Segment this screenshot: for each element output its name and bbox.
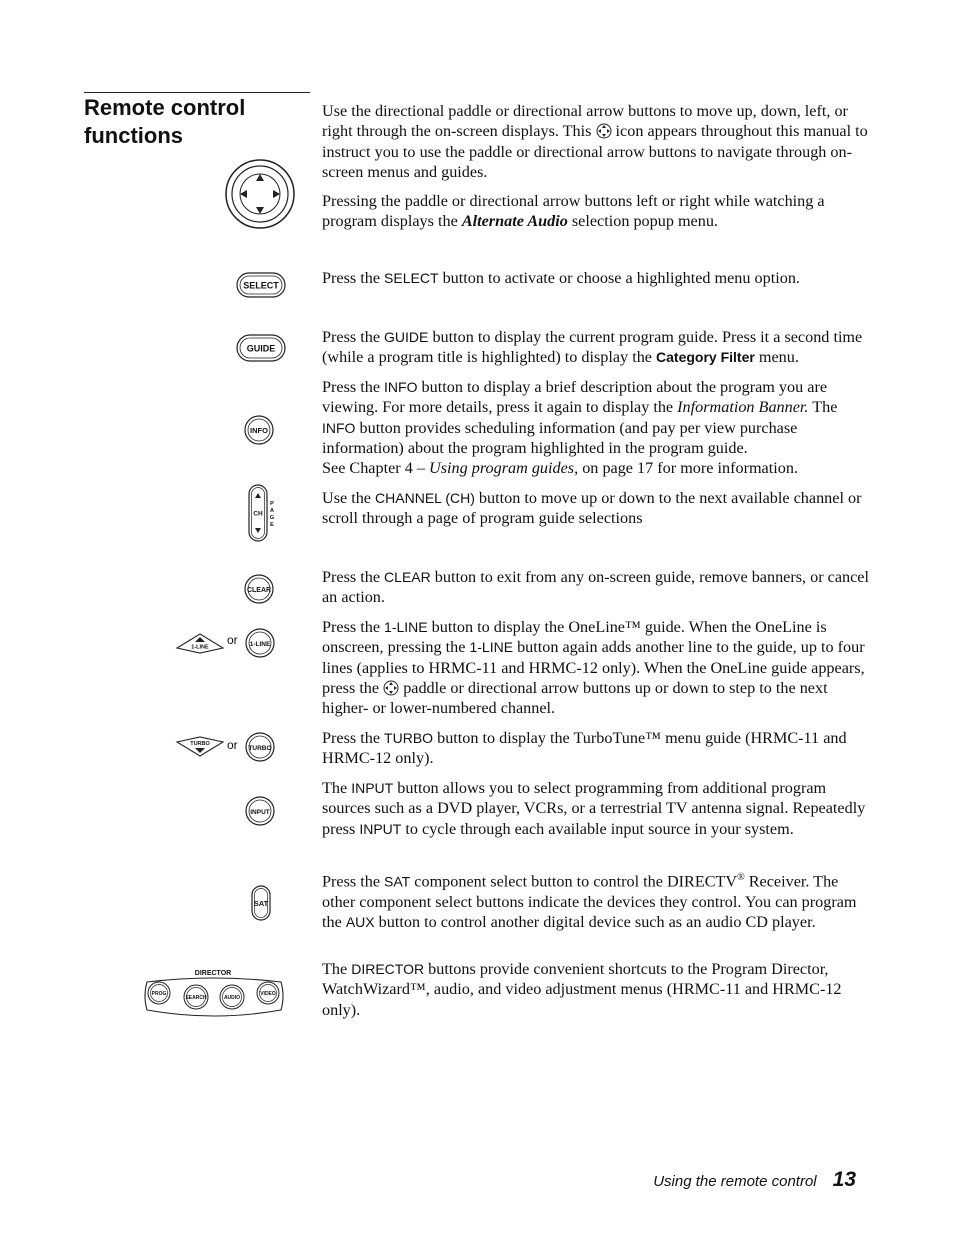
heading-rule bbox=[84, 92, 310, 93]
paragraph-directional-paddle: Use the directional paddle or directional arrow buttons to move up, down, left, or right through the on-screen displays. This icon appears throughout this manual to instruct you to use the paddle or directional arrow buttons to navigate through on-screen menus and guides. bbox=[322, 102, 868, 181]
page-letter: E bbox=[270, 522, 274, 528]
director-button-label: SEARCH bbox=[185, 995, 207, 1001]
paragraph-clear: Press the CLEAR button to exit from any on-screen guide, remove banners, or cancel an action. bbox=[322, 568, 869, 607]
input-button-icon bbox=[245, 796, 275, 826]
paragraph-turbo: Press the TURBO button to display the TurboTune™ menu guide (HRMC-11 and HRMC-12 only). bbox=[322, 729, 847, 768]
director-button-label: PROG bbox=[151, 991, 167, 997]
guide-button-icon bbox=[236, 334, 286, 362]
directional-paddle-inline-icon bbox=[383, 680, 399, 696]
paragraph-channel: Use the CHANNEL (CH) button to move up or down to the next available channel or scroll through a page of program guide selections bbox=[322, 489, 862, 528]
ch-icon-label: CH bbox=[253, 510, 263, 518]
page-letter: P bbox=[270, 501, 274, 507]
director-title-label: DIRECTOR bbox=[194, 970, 232, 977]
paragraph-oneline: Press the 1-LINE button to display the OneLine™ guide. When the OneLine is onscreen, pressing the 1-LINE button again adds another line to the guide, up to four lines (applies to HRMC-11 and HRMC-12 only). When the OneLine guide appears, press the paddle or directional arrow buttons up or down to step to the next higher- or lower-numbered channel. bbox=[322, 618, 865, 718]
footer-section-title: Using the remote control bbox=[653, 1173, 817, 1190]
select-button-icon bbox=[236, 272, 286, 298]
page-footer bbox=[653, 1168, 856, 1192]
oneline-arrow-label: 1-LINE bbox=[191, 644, 209, 651]
section-heading: Remote control functions bbox=[84, 95, 246, 148]
info-icon-label: INFO bbox=[250, 426, 268, 435]
directional-paddle-inline-icon bbox=[596, 123, 612, 139]
clear-icon-label: CLEAR bbox=[246, 587, 272, 594]
director-buttons-icon bbox=[142, 966, 286, 1020]
turbo-round-button-icon bbox=[245, 732, 275, 762]
input-icon-label: INPUT bbox=[250, 809, 270, 816]
select-icon-label: SELECT bbox=[243, 280, 279, 291]
director-button-label: VIDEO bbox=[260, 991, 276, 997]
sat-icon-label: SAT bbox=[253, 899, 269, 908]
info-button-icon bbox=[244, 415, 274, 445]
or-label: or bbox=[227, 738, 238, 752]
paragraph-alternate-audio: Pressing the paddle or directional arrow buttons left or right while watching a program displays the Alternate Audio selection popup menu. bbox=[322, 192, 825, 231]
oneline-arrow-button-icon bbox=[176, 632, 224, 654]
directional-paddle-icon bbox=[224, 158, 296, 230]
paragraph-sat: Press the SAT component select button to control the DIRECTV® Receiver. The other component select buttons indicate the devices they control. You can program the AUX button to control another digital device such as an audio CD player. bbox=[322, 872, 857, 931]
or-label: or bbox=[227, 633, 238, 647]
paragraph-select: Press the SELECT button to activate or choose a highlighted menu option. bbox=[322, 269, 800, 287]
turbo-round-label: TURBO bbox=[248, 745, 272, 752]
sat-button-icon bbox=[251, 885, 271, 921]
director-button-label: AUDIO bbox=[223, 995, 241, 1001]
page-number: 13 bbox=[832, 1168, 856, 1191]
oneline-round-label: 1-LINE bbox=[249, 641, 271, 648]
paragraph-guide: Press the GUIDE button to display the current program guide. Press it a second time (while a program title is highlighted) to display the Category Filter menu. bbox=[322, 328, 863, 367]
guide-icon-label: GUIDE bbox=[246, 343, 276, 354]
turbo-arrow-button-icon bbox=[176, 736, 224, 758]
oneline-round-button-icon bbox=[245, 628, 275, 658]
clear-button-icon bbox=[244, 574, 274, 604]
paragraph-input: The INPUT button allows you to select programming from additional program sources such as a DVD player, VCRs, or a terrestrial TV antenna signal. Repeatedly press INPUT to cycle through each available input source in your system. bbox=[322, 779, 866, 838]
paragraph-info: Press the INFO button to display a brief description about the program you are viewing. For more details, press it again to display the Information Banner. The INFO button provides scheduling information (and pay per view purchase information) about the program highlighted in the program guide. See Chapter 4 – Using program guides, on page 17 for more information. bbox=[322, 378, 838, 478]
page-letter: A bbox=[270, 508, 274, 514]
turbo-arrow-label: TURBO bbox=[190, 741, 210, 747]
channel-page-button-icon bbox=[248, 484, 278, 544]
paragraph-director: The DIRECTOR buttons provide convenient shortcuts to the Program Director, WatchWizard™, audio, and video adjustment menus (HRMC-11 and HRMC-12 only). bbox=[322, 960, 842, 1019]
page-letter: G bbox=[269, 515, 275, 521]
